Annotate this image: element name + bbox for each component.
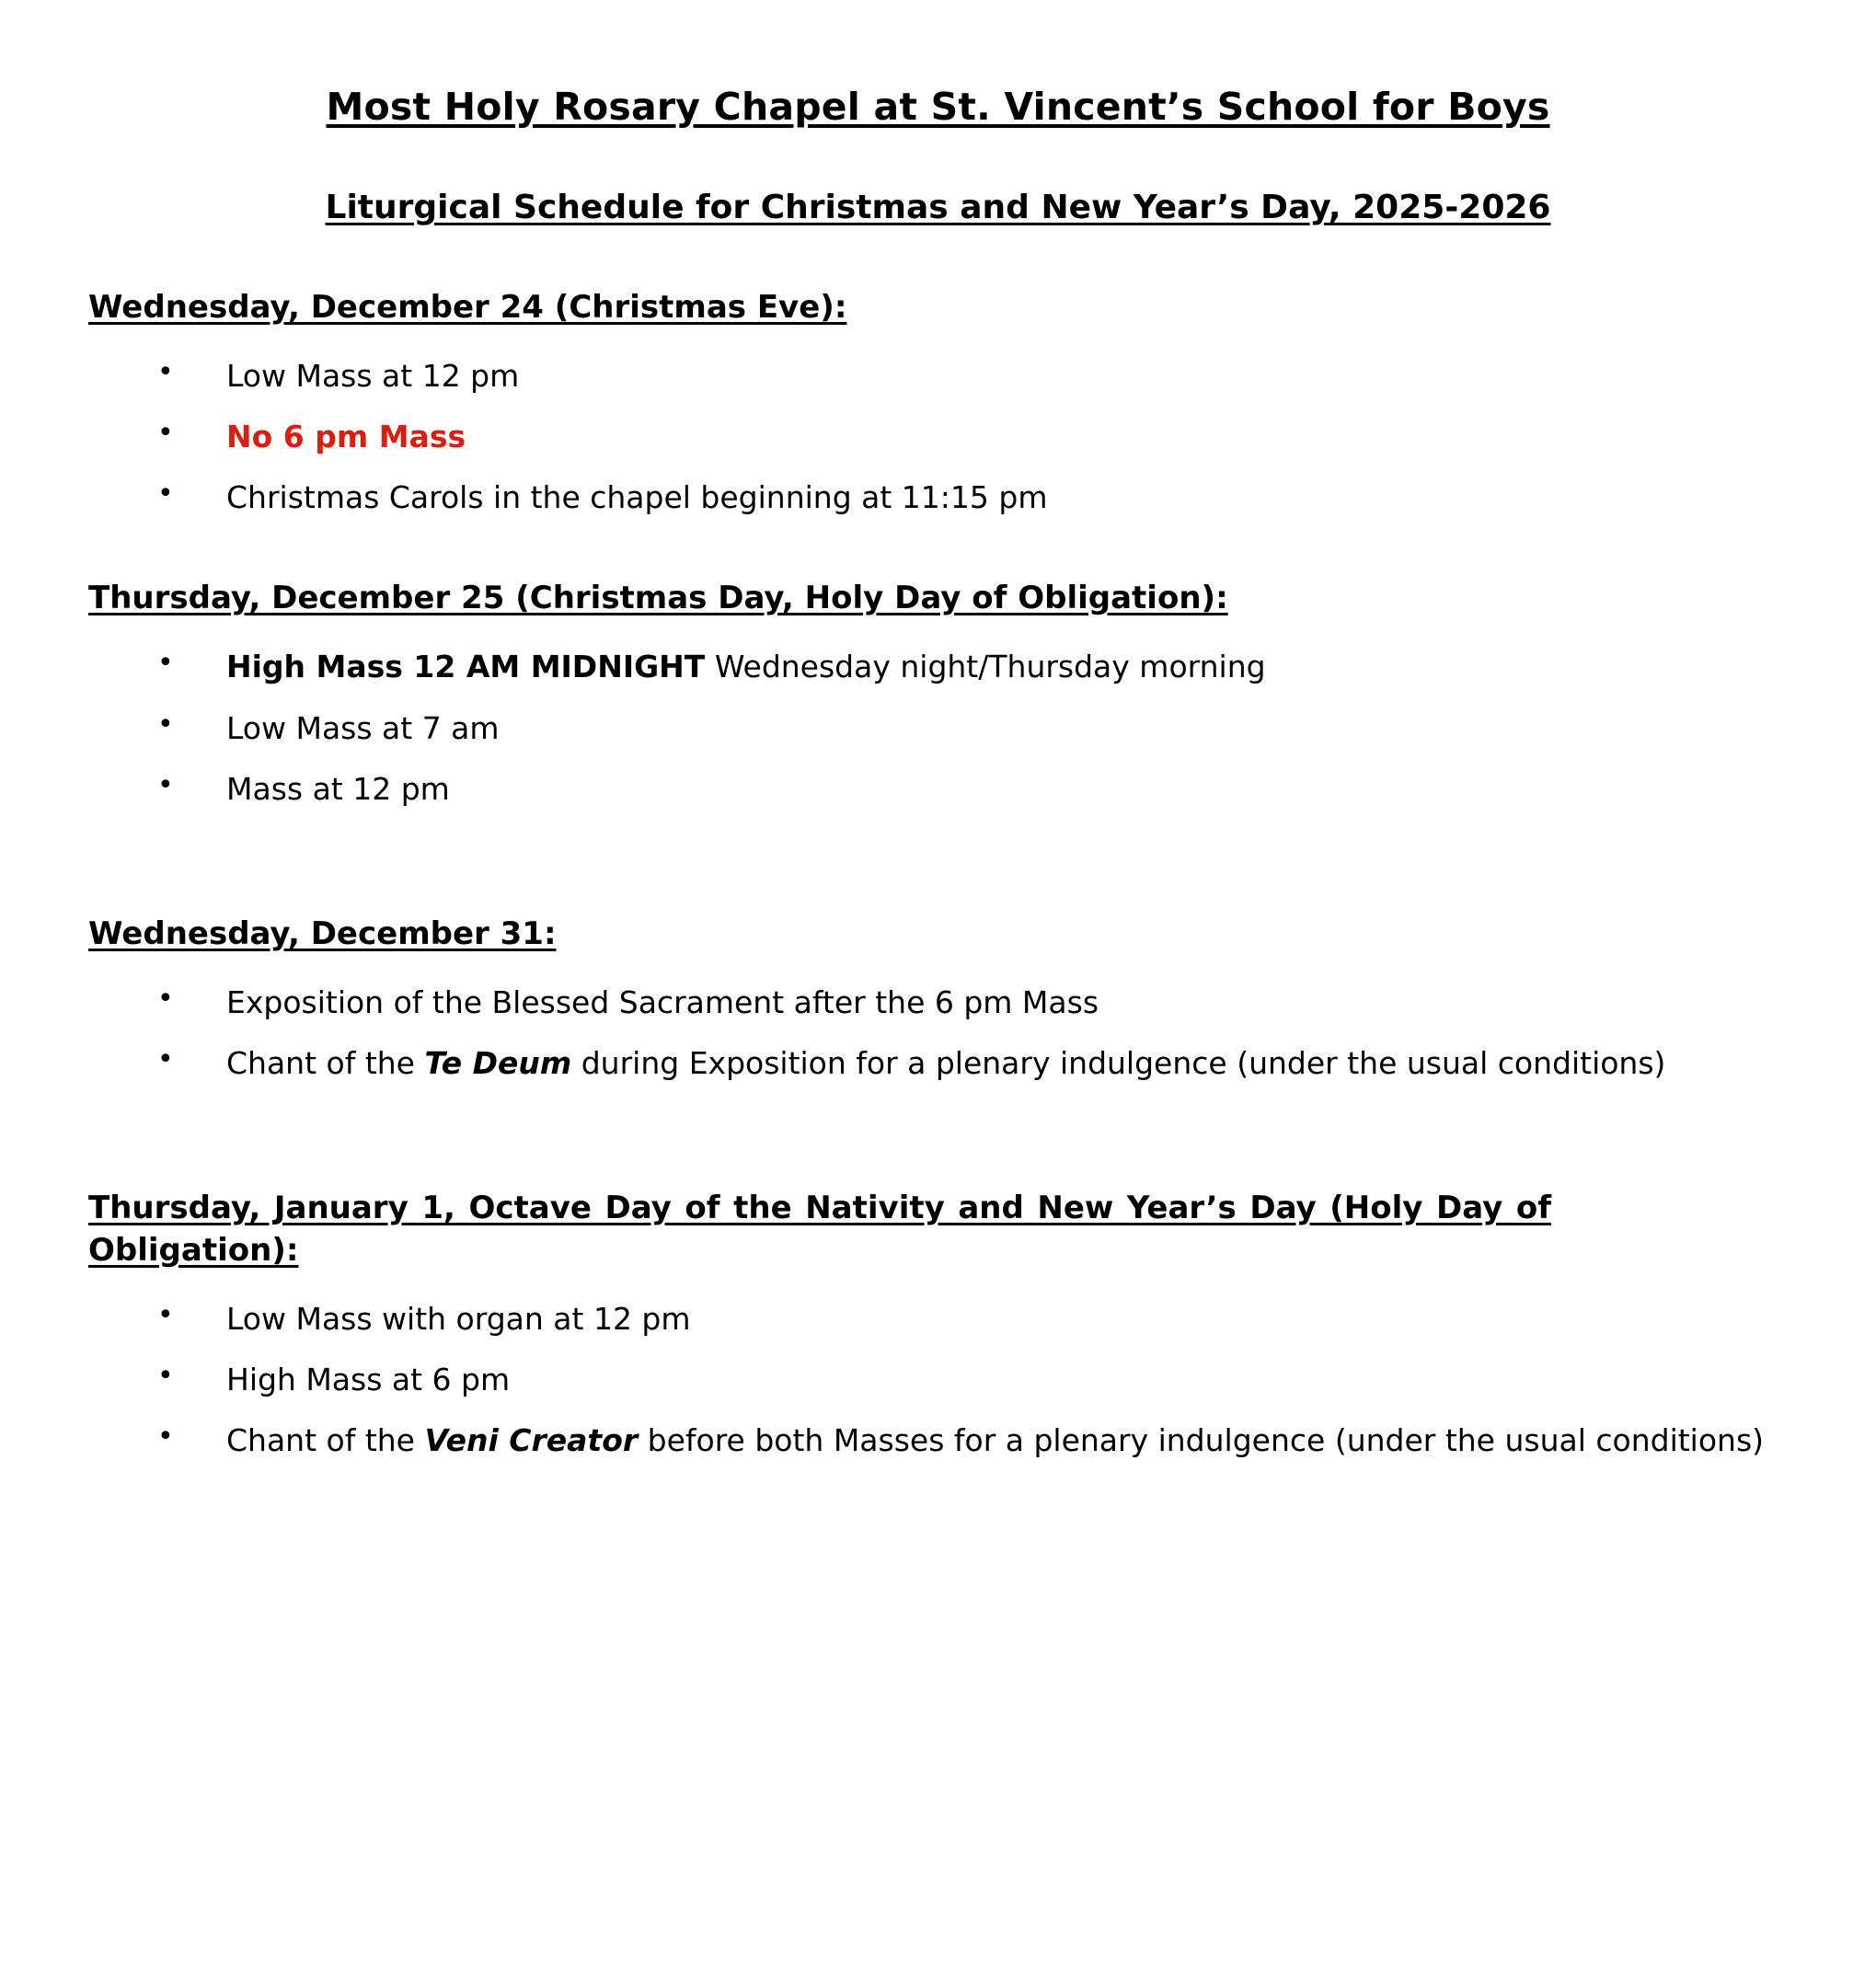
schedule-section-dec-25 — [88, 578, 1788, 811]
list-item-emphasis: Te Deum — [424, 1044, 572, 1081]
section-heading: Thursday, December 25 (Christmas Day, Holy Day of Obligation): — [88, 580, 1228, 617]
list-item-text-post: during Exposition for a plenary indulgence (under the usual conditions) — [571, 1044, 1666, 1081]
list-item-text: Low Mass with organ at 12 pm — [226, 1300, 691, 1337]
schedule-list — [88, 1296, 1788, 1464]
page-title — [88, 83, 1788, 132]
schedule-list — [88, 353, 1788, 521]
list-item — [88, 766, 1788, 812]
list-item — [88, 353, 1788, 399]
page-title-text: Most Holy Rosary Chapel at St. Vincent’s School for Boys — [326, 85, 1550, 129]
section-heading: Wednesday, December 31: — [88, 914, 557, 952]
list-item — [88, 1296, 1788, 1342]
list-item — [88, 414, 1788, 460]
page-subtitle — [88, 187, 1788, 230]
list-item — [88, 475, 1788, 521]
list-item-lead: High Mass 12 AM MIDNIGHT — [226, 649, 706, 685]
list-item-emphasis: Veni Creator — [424, 1422, 639, 1459]
list-item — [88, 706, 1788, 752]
list-item — [88, 1041, 1788, 1087]
list-item — [88, 1418, 1788, 1464]
section-heading: Wednesday, December 24 (Christmas Eve): — [88, 289, 847, 327]
list-item — [88, 1357, 1788, 1403]
section-heading: Thursday, January 1, Octave Day of the Nativity and New Year’s Day (Holy Day of Obligation): — [88, 1190, 1551, 1269]
list-item-text: High Mass at 6 pm — [226, 1361, 511, 1397]
title-block — [88, 83, 1788, 230]
schedule-section-dec-24 — [88, 287, 1788, 521]
list-item-text-pre: Chant of the — [226, 1044, 425, 1081]
list-item-text-post: before both Masses for a plenary indulgence (under the usual conditions) — [638, 1422, 1765, 1459]
list-item-text-pre: Chant of the — [226, 1422, 425, 1459]
list-item — [88, 980, 1788, 1026]
schedule-section-jan-1 — [88, 1188, 1788, 1464]
list-item-text: Mass at 12 pm — [226, 770, 450, 807]
page-subtitle-text: Liturgical Schedule for Christmas and New Year’s Day, 2025-2026 — [325, 189, 1551, 227]
list-item-text: Low Mass at 7 am — [226, 709, 500, 746]
list-item-text-highlight: No 6 pm Mass — [226, 419, 466, 455]
schedule-section-dec-31 — [88, 914, 1788, 1087]
list-item-text: Exposition of the Blessed Sacrament after the 6 pm Mass — [226, 983, 1099, 1020]
schedule-list — [88, 644, 1788, 811]
list-item-text: Christmas Carols in the chapel beginning at 11:15 pm — [226, 479, 1048, 516]
schedule-list — [88, 980, 1788, 1087]
list-item-text: Wednesday night/Thursday morning — [705, 649, 1266, 685]
list-item-text: Low Mass at 12 pm — [226, 357, 520, 394]
list-item — [88, 644, 1788, 690]
